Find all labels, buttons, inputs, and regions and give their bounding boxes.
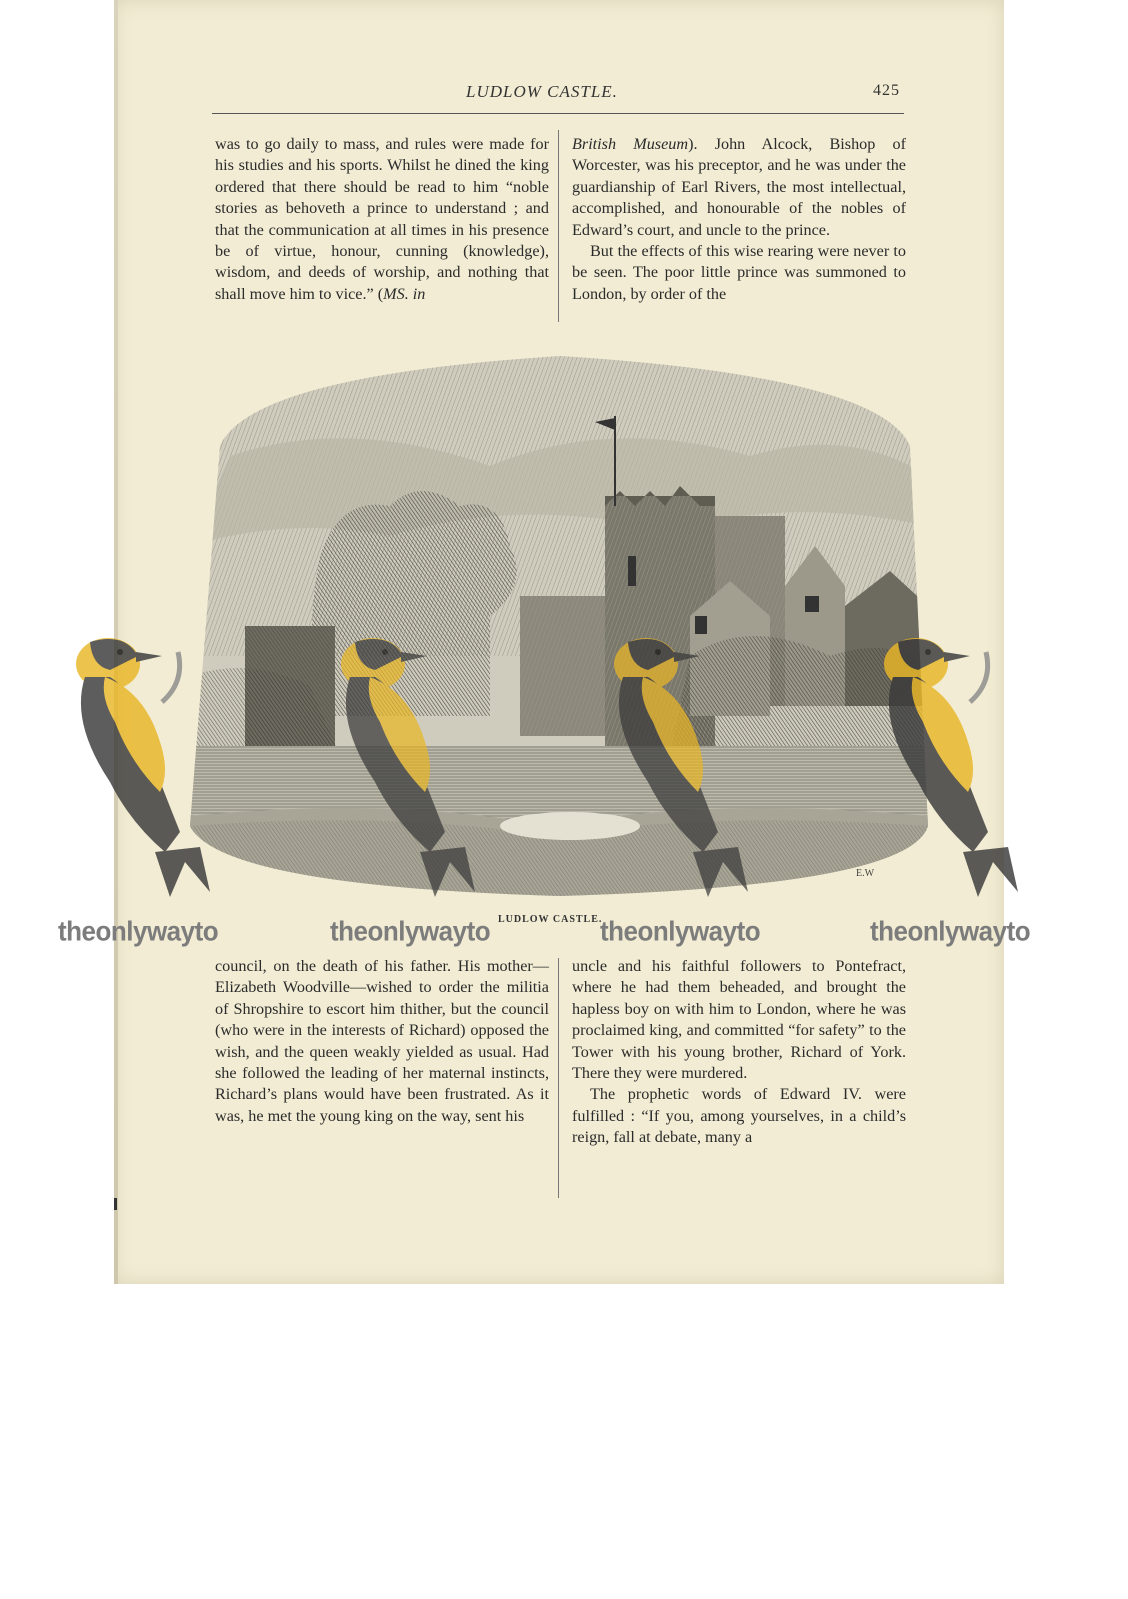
watermark-text: theonlywayto [58, 914, 219, 948]
text-column-top-left [215, 134, 549, 305]
paragraph: council, on the death of his father. His mother—Elizabeth Woodville—wished to order the militia of Shropshire to escort him thither, but the council (who were in the interests of Richard) opposed the wish, and the queen weakly yielded as usual. Had she followed the leading of her maternal instincts, Richard’s plans would have been frustrated. As it was, he met the young king on the way, sent his [215, 957, 549, 1125]
header-rule [212, 113, 904, 114]
illustration-caption: LUDLOW CASTLE. [498, 914, 603, 925]
watermark-text: theonlywayto [870, 914, 1031, 948]
running-title: LUDLOW CASTLE. [466, 82, 618, 101]
page-number: 425 [873, 82, 900, 99]
italic-citation: MS. in [383, 284, 426, 303]
text-column-bottom-left [215, 956, 549, 1127]
paragraph: uncle and his faithful followers to Pontefract, where he had them beheaded, and brought the hapless boy on with him to London, where he was proclaimed king, and committed “for safety” to the Tower with his young brother, Richard of York. There they were murdered. [572, 957, 906, 1083]
italic-citation: British Museum [572, 135, 689, 153]
oriole-bird-icon [588, 622, 768, 902]
oriole-bird-icon [858, 622, 1038, 902]
column-divider-bottom [558, 958, 559, 1198]
engraver-signature: E.W [856, 868, 875, 879]
page-edge-mark [114, 1198, 117, 1210]
paragraph: But the effects of this wise rearing were never to be seen. The poor little prince was summoned to London, by order of the [572, 242, 906, 303]
oriole-bird-icon [315, 622, 495, 902]
paragraph: The prophetic words of Edward IV. were fulfilled : “If you, among yourselves, in a child’s reign, fall at debate, many a [572, 1085, 906, 1147]
paragraph-text: ). John Alcock, Bishop of Worcester, was his preceptor, and he was under the guardianship of Earl Rivers, the most intellectual, accomplished, and honourable of the nobles of Edward’s court, and uncle to the prince. [572, 135, 907, 239]
castle-engraving [190, 356, 928, 896]
paragraph [572, 134, 906, 241]
paragraph-text: was to go daily to mass, and rules were made for his studies and his sports. Whilst he dined the king ordered that there should be read to him “noble stories as behoveth a prince to understand ; and that the communication at all times in his presence be of virtue, honour, cunning (knowledge), wisdom, and deeds of worship, and nothing that shall move him to vice.” ( [215, 135, 549, 303]
paragraph [215, 134, 549, 305]
text-column-top-right [572, 134, 906, 305]
text-column-bottom-right [572, 956, 906, 1149]
watermark-text: theonlywayto [330, 914, 491, 948]
column-divider-top [558, 130, 559, 322]
oriole-bird-icon [50, 622, 230, 902]
watermark-text: theonlywayto [600, 914, 761, 948]
